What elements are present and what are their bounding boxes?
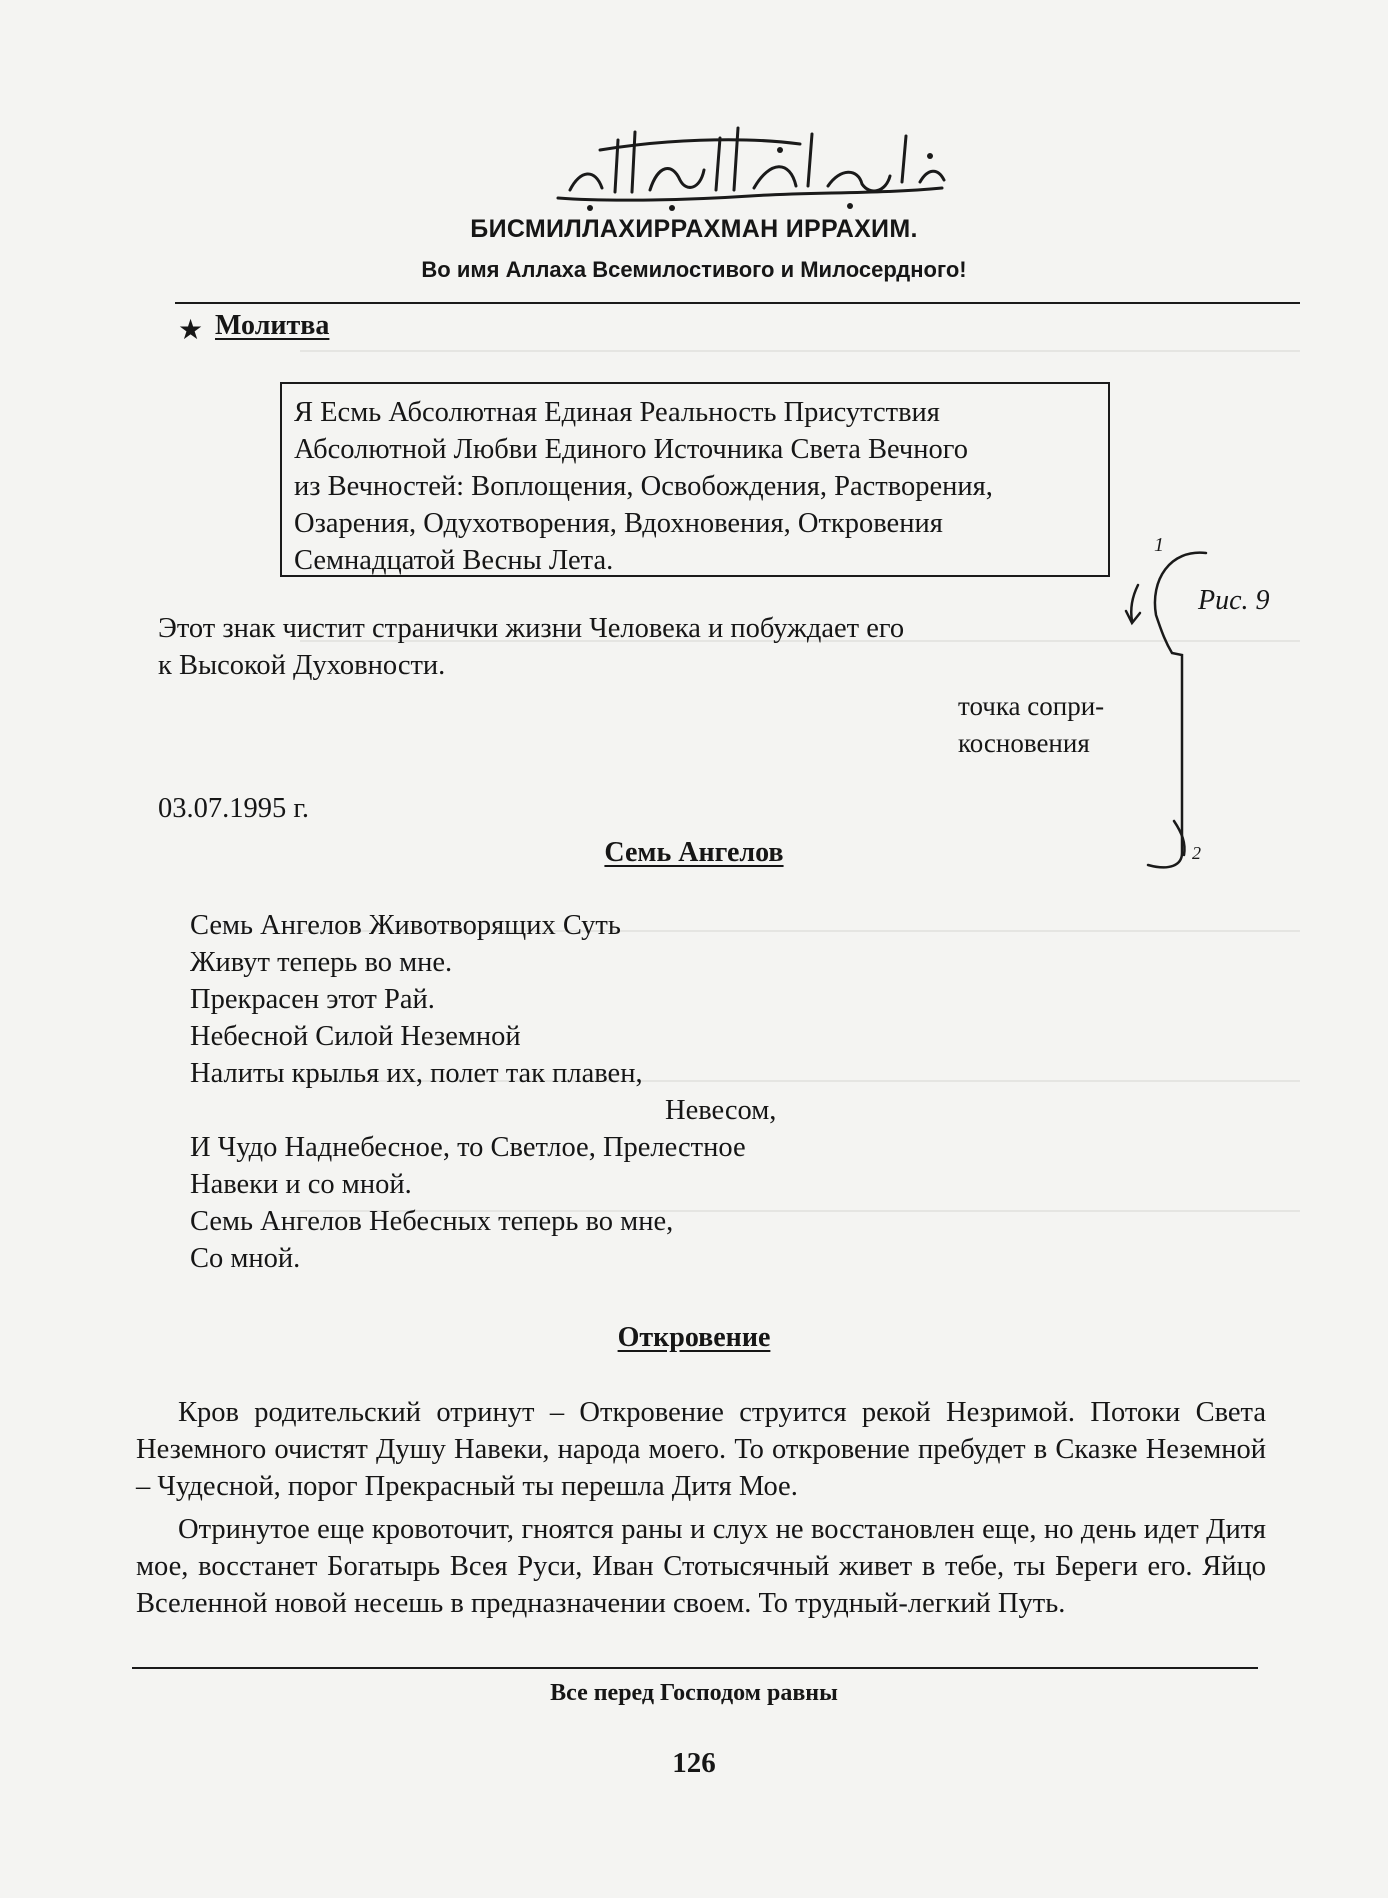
prayer-line: Абсолютной Любви Единого Источника Света Вечного xyxy=(294,434,968,465)
prayer-line: из Вечностей: Воплощения, Освобождения, Растворения, xyxy=(294,471,993,502)
star-icon: ★ xyxy=(178,315,204,346)
revelation-text xyxy=(136,1394,1266,1622)
sign-description xyxy=(158,610,904,684)
bismillah-calligraphy xyxy=(540,110,960,215)
footer-note: Все перед Господом равны xyxy=(550,1680,838,1706)
poem-line: И Чудо Наднебесное, то Светлое, Прелестное xyxy=(190,1132,746,1163)
marker-bottom: 2 xyxy=(1192,843,1201,863)
figure-label: Рис. 9 xyxy=(1198,585,1270,616)
contact-line: косновения xyxy=(958,728,1090,758)
prayer-line: Я Есмь Абсолютная Единая Реальность Присутствия xyxy=(294,397,940,428)
bismillah-subtitle: Во имя Аллаха Всемилостивого и Милосердного! xyxy=(421,257,967,282)
poem-heading: Семь Ангелов xyxy=(604,837,784,868)
poem xyxy=(190,907,776,1277)
poem-line: Семь Ангелов Небесных теперь во мне, xyxy=(190,1206,674,1237)
prayer-line: Озарения, Одухотворения, Вдохновения, Откровения xyxy=(294,508,943,539)
marker-top: 1 xyxy=(1154,535,1164,556)
page-number: 126 xyxy=(672,1747,716,1779)
header-divider xyxy=(175,302,1300,304)
poem-line: Налиты крылья их, полет так плавен, xyxy=(190,1058,643,1089)
poem-line: Семь Ангелов Животворящих Суть xyxy=(190,910,621,941)
prayer-box xyxy=(280,382,1110,577)
poem-line: Прекрасен этот Рай. xyxy=(190,984,435,1015)
revelation-paragraph: Отринутое еще кровоточит, гноятся раны и слух не восстановлен еще, но день идет Дитя мое, восстанет Богатырь Всея Руси, Иван Стотысячный живет в тебе, ты Береги его. Яйцо Вселенной новой несешь в предназначении своем. То трудный-легкий Путь. xyxy=(136,1514,1266,1619)
poem-line: Небесной Силой Неземной xyxy=(190,1021,521,1052)
bismillah-title: БИСМИЛЛАХИРРАХМАН ИРРАХИМ. xyxy=(470,215,918,243)
contact-point-label xyxy=(958,688,1104,762)
poem-line: Навеки и со мной. xyxy=(190,1169,412,1200)
prayer-line: Семнадцатой Весны Лета. xyxy=(294,545,614,576)
poem-line: Со мной. xyxy=(190,1243,301,1274)
poem-date: 03.07.1995 г. xyxy=(158,793,309,824)
sign-line: к Высокой Духовности. xyxy=(158,650,446,681)
footer-divider xyxy=(132,1667,1258,1669)
sign-line: Этот знак чистит странички жизни Человека и побуждает его xyxy=(158,613,905,644)
prayer-heading: Молитва xyxy=(215,310,330,341)
poem-line: Живут теперь во мне. xyxy=(190,947,453,978)
poem-line: Невесом, xyxy=(665,1095,777,1126)
revelation-heading: Откровение xyxy=(617,1322,771,1353)
bleed-through-line xyxy=(300,350,1300,352)
revelation-paragraph: Кров родительский отринут – Откровение струится рекой Незримой. Потоки Света Неземного очистят Душу Навеки, народа моего. То откровение пребудет в Сказке Неземной – Чудесной, порог Прекрасный ты перешла Дитя Мое. xyxy=(136,1397,1266,1502)
contact-line: точка сопри- xyxy=(958,691,1105,721)
